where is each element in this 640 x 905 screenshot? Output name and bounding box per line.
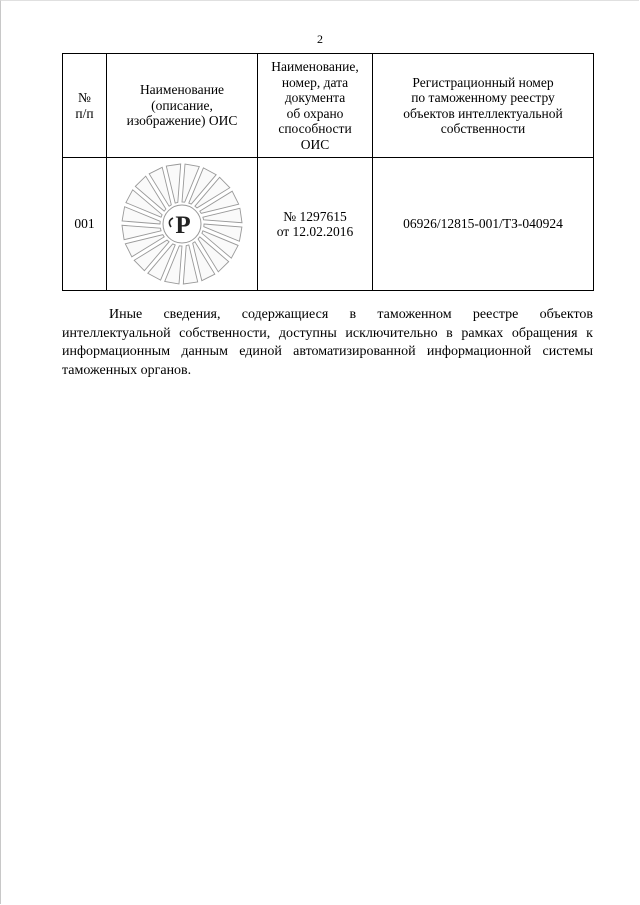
header-number: № п/п (63, 54, 107, 158)
header-registration-number: Регистрационный номер по таможенному реестру объектов интеллектуальной собственности (373, 54, 594, 158)
info-paragraph: Иные сведения, содержащиеся в таможенном реестре объектов интеллектуальной собственности, доступны исключительно в рамках обращения к информационным данным единой автоматизированной информационной системы таможенных органов. (62, 307, 593, 378)
ois-image-cell (107, 158, 258, 291)
protection-document-cell: № 1297615 от 12.02.2016 (258, 158, 373, 291)
rotor-fan-logo-icon (117, 161, 247, 287)
header-ois-description: Наименование (описание, изображение) ОИС (107, 54, 258, 158)
table-row (63, 158, 594, 291)
registration-number-cell: 06926/12815-001/ТЗ-040924 (373, 158, 594, 291)
ois-table (62, 53, 594, 291)
page-number: 2 (317, 32, 323, 46)
header-protection-document: Наименование, номер, дата документа об охрано способности ОИС (258, 54, 373, 158)
trademark-letter: P (175, 212, 191, 239)
row-number-cell: 001 (63, 158, 107, 291)
table-header-row (63, 54, 594, 158)
